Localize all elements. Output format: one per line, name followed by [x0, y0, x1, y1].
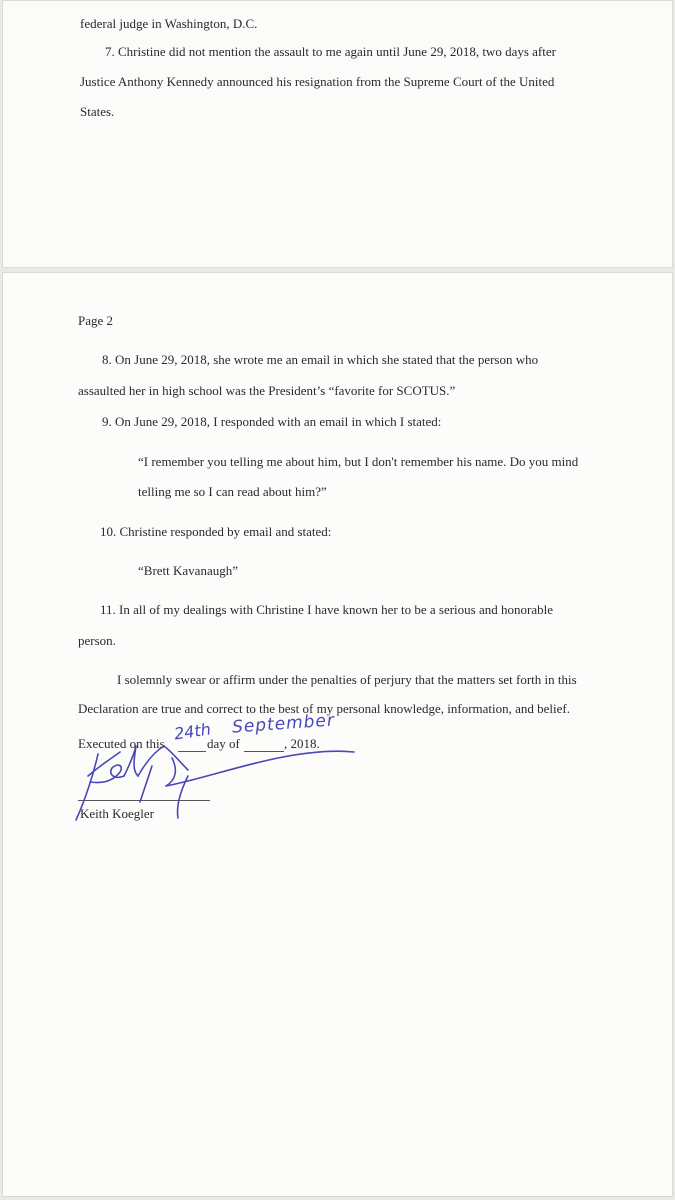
paragraph-7-line-3: States.	[80, 104, 115, 119]
quote-1-line-1: “I remember you telling me about him, but I don't remember his name. Do you mind	[138, 454, 579, 469]
page-label: Page 2	[78, 313, 114, 328]
paragraph-7-line-1: 7. Christine did not mention the assault to me again until June 29, 2018, two days after	[105, 44, 556, 59]
quote-1-line-2: telling me so I can read about him?”	[138, 484, 327, 499]
handwritten-signature	[68, 736, 378, 826]
handwritten-day: 24th	[172, 719, 212, 744]
page-2	[2, 272, 673, 1197]
signer-name: Keith Koegler	[80, 806, 155, 821]
oath-line-2: Declaration are true and correct to the best of my personal knowledge, information, and belief.	[78, 701, 571, 716]
executed-prefix: Executed on this	[78, 736, 165, 751]
paragraph-8-line-2: assaulted her in high school was the President’s “favorite for SCOTUS.”	[78, 383, 456, 398]
handwritten-month: September	[231, 710, 336, 738]
paragraph-10: 10. Christine responded by email and stated:	[100, 524, 332, 539]
oath-line-1: I solemnly swear or affirm under the penalties of perjury that the matters set forth in this	[117, 672, 577, 687]
paragraph-8-line-1: 8. On June 29, 2018, she wrote me an email in which she stated that the person who	[102, 352, 539, 367]
paragraph-9: 9. On June 29, 2018, I responded with an email in which I stated:	[102, 414, 442, 429]
text-line: federal judge in Washington, D.C.	[80, 16, 258, 31]
page-1-bottom	[2, 0, 673, 268]
executed-mid: day of	[207, 736, 240, 751]
paragraph-11-line-2: person.	[78, 633, 116, 648]
paragraph-7-line-2: Justice Anthony Kennedy announced his resignation from the Supreme Court of the United	[80, 74, 555, 89]
quote-2: “Brett Kavanaugh”	[138, 563, 238, 578]
executed-suffix: , 2018.	[284, 736, 320, 751]
paragraph-11-line-1: 11. In all of my dealings with Christine I have known her to be a serious and honorable	[100, 602, 553, 617]
